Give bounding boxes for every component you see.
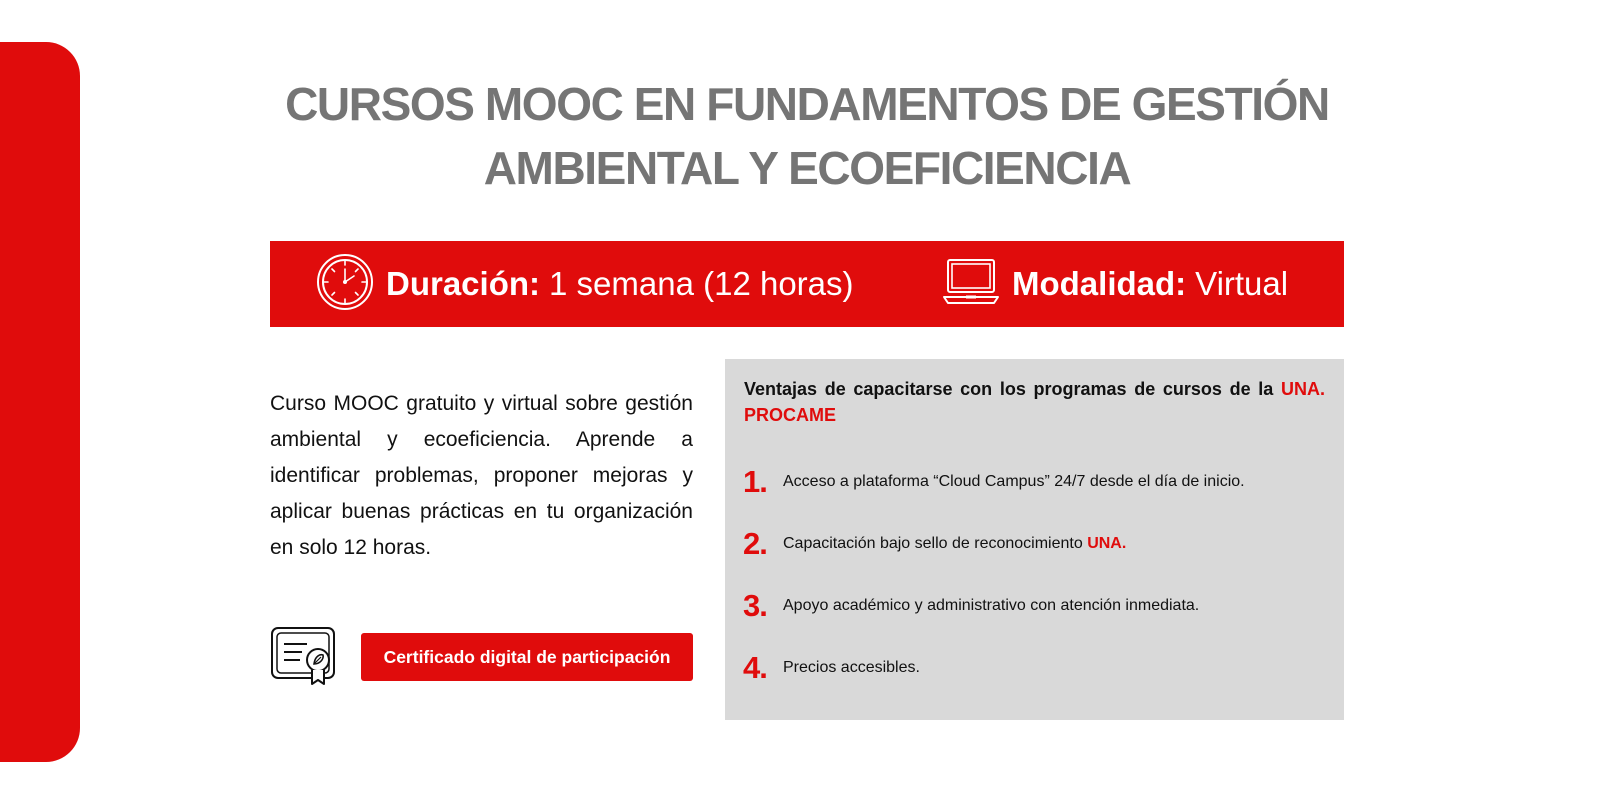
benefit-item — [743, 584, 1323, 628]
page-title — [270, 72, 1344, 200]
red-side-bar — [0, 42, 80, 762]
benefit-text: Apoyo académico y administrativo con atención inmediata. — [783, 597, 1200, 614]
benefit-number: 3. — [743, 588, 767, 623]
benefit-number: 4. — [743, 650, 767, 685]
benefit-number: 2. — [743, 526, 767, 561]
benefits-heading-text: Ventajas de capacitarse con los programas de cursos de la — [744, 379, 1274, 399]
benefits-heading — [744, 376, 1325, 428]
benefit-item — [743, 522, 1323, 566]
modality-value: Virtual — [1195, 265, 1289, 302]
benefit-text-main: Capacitación bajo sello de reconocimiento — [783, 535, 1083, 552]
benefit-text — [783, 535, 1126, 553]
benefits-heading-highlight: UNA. PROCAME — [744, 379, 1325, 425]
laptop-icon — [942, 258, 1000, 311]
benefit-text: Precios accesibles. — [783, 659, 920, 676]
certificate-icon — [270, 626, 340, 688]
duration-info — [316, 241, 854, 327]
benefit-text-highlight: UNA. — [1087, 535, 1127, 552]
title-line-2: AMBIENTAL Y ECOEFICIENCIA — [483, 142, 1131, 194]
certificate-button[interactable]: Certificado digital de participación — [361, 633, 693, 681]
benefit-text: Acceso a plataforma “Cloud Campus” 24/7 desde el día de inicio. — [783, 473, 1245, 490]
clock-icon — [316, 253, 374, 316]
duration-value: 1 semana (12 horas) — [549, 265, 854, 302]
course-description: Curso MOOC gratuito y virtual sobre gestión ambiental y ecoeficiencia. Aprende a identificar problemas, proponer mejoras y aplicar buenas prácticas en tu organización en solo 12 horas. — [270, 392, 693, 559]
modality-info — [942, 241, 1288, 327]
course-info-band — [270, 241, 1344, 327]
benefit-number: 1. — [743, 464, 767, 499]
benefits-panel — [725, 359, 1344, 720]
modality-label: Modalidad: — [1012, 265, 1187, 302]
benefit-item — [743, 460, 1323, 504]
duration-label: Duración: — [386, 265, 541, 302]
benefit-item — [743, 646, 1323, 690]
title-line-1: CURSOS MOOC EN FUNDAMENTOS DE GESTIÓN — [285, 78, 1329, 130]
